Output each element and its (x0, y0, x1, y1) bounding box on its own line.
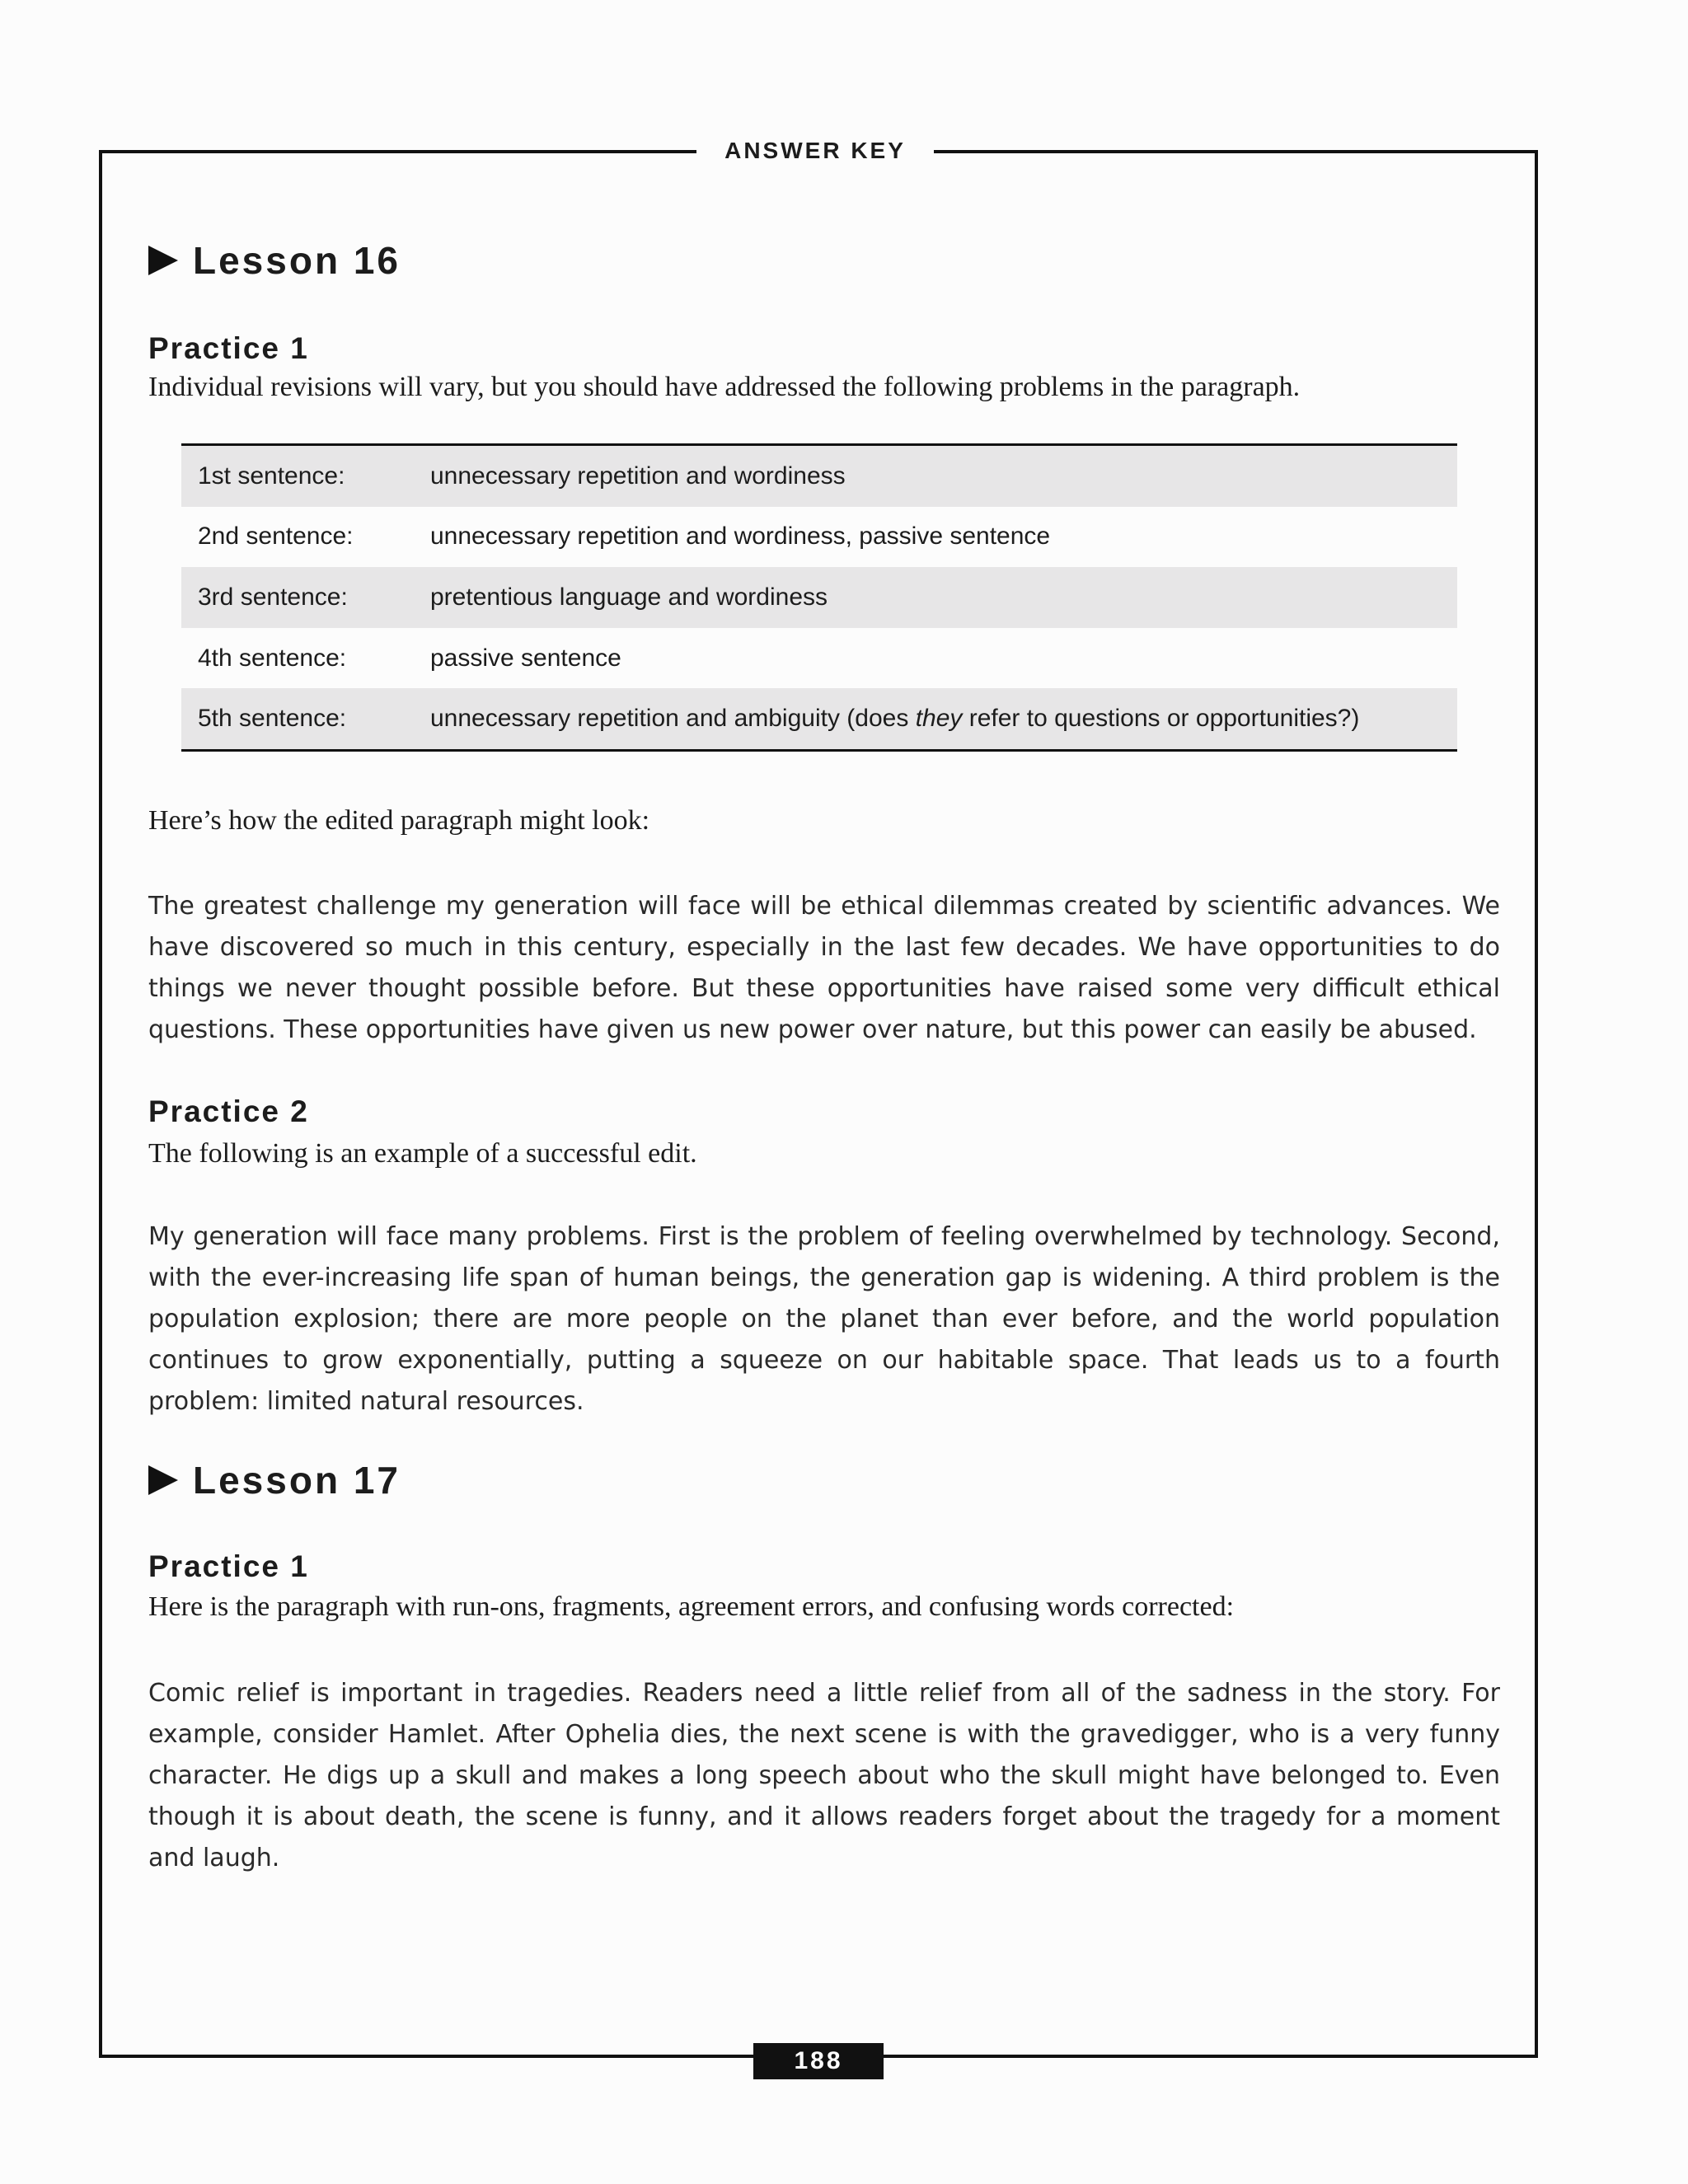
triangle-arrow-icon (148, 1465, 178, 1495)
lesson-16-title: Lesson 16 (193, 239, 401, 282)
row-value: unnecessary repetition and wordiness (430, 462, 846, 490)
row-value (430, 705, 1457, 733)
lesson-16-practice-2-heading: Practice 2 (148, 1094, 309, 1128)
row-label: 1st sentence: (198, 462, 345, 490)
row-label: 3rd sentence: (198, 583, 348, 611)
row-label: 5th sentence: (198, 705, 347, 733)
lesson-16-edited-paragraph: The greatest challenge my generation will face will be ethical dilemmas created by scientific advances. We have discovered so much in this century, especially in the last few decades. We have opportunities to do things we never thought possible before. But these opportunities have raised some very difficult ethical questions. These opportunities have given us new power over nature, but this power can easily be abused. (148, 892, 1500, 1044)
row-label: 4th sentence: (198, 644, 347, 672)
lesson-17-practice-1-intro: Here is the paragraph with run-ons, fragments, agreement errors, and confusing words corrected: (148, 1591, 1235, 1622)
lesson-17-heading (148, 1455, 401, 1505)
row-label: 2nd sentence: (198, 523, 354, 551)
lesson-17-paragraph: Comic relief is important in tragedies. Readers need a little relief from all of the sadness in the story. For example, consider Hamlet. After Ophelia dies, the next scene is with the gravedigger, who is a very funny character. He digs up a skull and makes a long speech about who the skull might have belonged to. Even though it is about death, the scene is funny, and it allows readers forget about the tragedy for a moment and laugh. (148, 1679, 1500, 1872)
lesson-17-title: Lesson 17 (193, 1459, 401, 1502)
lesson-16-practice-2-intro: The following is an example of a successful edit. (148, 1138, 697, 1169)
answer-key-header: ANSWER KEY (696, 137, 934, 165)
row-value: pretentious language and wordiness (430, 583, 828, 611)
lesson-16-practice-1-heading: Practice 1 (148, 331, 309, 365)
lesson-17-practice-1-heading: Practice 1 (148, 1549, 309, 1583)
lesson-16-heading (148, 236, 401, 285)
table-row (181, 688, 1457, 749)
table-row (181, 567, 1457, 628)
problems-table (181, 443, 1457, 752)
row-value: unnecessary repetition and wordiness, passive sentence (430, 523, 1051, 551)
table-row (181, 507, 1457, 568)
row-value-part: refer to questions or opportunities?) (962, 705, 1360, 733)
table-row (181, 628, 1457, 689)
row-value-part: unnecessary repetition and ambiguity (does (430, 705, 916, 733)
triangle-arrow-icon (148, 246, 178, 275)
lesson-16-practice-1-intro: Individual revisions will vary, but you should have addressed the following problems in the paragraph. (148, 372, 1301, 402)
row-value-italic: they (915, 705, 963, 733)
page-number: 188 (753, 2043, 884, 2079)
lesson-16-practice-2-paragraph: My generation will face many problems. First is the problem of feeling overwhelmed by technology. Second, with the ever-increasing life span of human beings, the generation gap is widening. A third problem is the population explosion; there are more people on the planet than ever before, and the world population continues to grow exponentially, putting a squeeze on our habitable space. That leads us to a fourth problem: limited natural resources. (148, 1222, 1500, 1416)
lesson-16-followup: Here’s how the edited paragraph might look: (148, 805, 650, 836)
table-row (181, 446, 1457, 507)
row-value: passive sentence (430, 644, 621, 672)
